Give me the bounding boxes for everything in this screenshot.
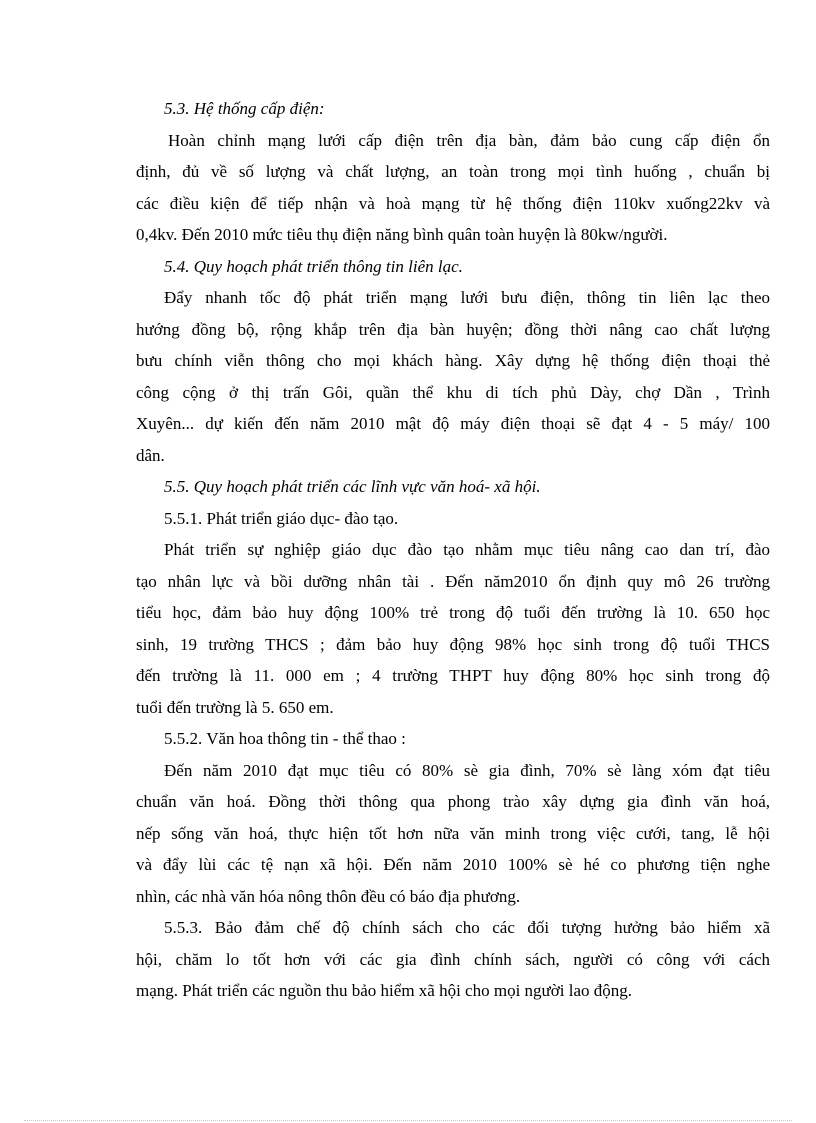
paragraph-line: 0,4kv. Đến 2010 mức tiêu thụ điện năng bình quân toàn huyện là 80kw/người. — [136, 225, 668, 244]
paragraph-line: đến trường là 11. 000 em ; 4 trường THPT huy động 80% học sinh trong độ — [136, 666, 770, 685]
paragraph-line: hội, chăm lo tốt hơn với các gia đình chính sách, người có công với cách — [136, 949, 770, 969]
section-heading-5-4: 5.4. Quy hoạch phát triển thông tin liên lạc. — [164, 256, 463, 276]
paragraph-line: nếp sống văn hoá, thực hiện tốt hơn nữa văn minh trong việc cưới, tang, lễ hội — [136, 823, 770, 843]
paragraph-line: Đẩy nhanh tốc độ phát triển mạng lưới bưu điện, thông tin liên lạc theo — [164, 288, 770, 307]
paragraph-line: tiểu học, đảm bảo huy động 100% trẻ trong độ tuổi đến trường là 10. 650 học — [136, 603, 770, 622]
paragraph-line: Hoàn chỉnh mạng lưới cấp điện trên địa bàn, đảm bảo cung cấp điện ổn — [168, 130, 770, 150]
paragraph-line: nhìn, các nhà văn hóa nông thôn đều có báo địa phương. — [136, 886, 521, 906]
paragraph-line: bưu chính viễn thông cho mọi khách hàng. Xây dựng hệ thống điện thoại thẻ — [136, 351, 770, 370]
paragraph-line: định, đủ về số lượng và chất lượng, an toàn trong mọi tình huống , chuẩn bị — [136, 162, 770, 181]
section-heading-5-5: 5.5. Quy hoạch phát triển các lĩnh vực văn hoá- xã hội. — [164, 477, 541, 496]
paragraph-line: dân. — [136, 445, 165, 465]
paragraph-line: hướng đồng bộ, rộng khắp trên địa bàn huyện; đồng thời nâng cao chất lượng — [136, 319, 770, 339]
paragraph-line: mạng. Phát triển các nguồn thu bảo hiểm xã hội cho mọi người lao động. — [136, 981, 632, 1000]
paragraph-line: sinh, 19 trường THCS ; đảm bảo huy động 98% học sinh trong độ tuổi THCS — [136, 634, 770, 654]
paragraph-line: các điều kiện để tiếp nhận và hoà mạng từ hệ thống điện 110kv xuống22kv và — [136, 193, 770, 213]
document-page — [136, 93, 770, 1007]
paragraph-line: công cộng ở thị trấn Gôi, quần thể khu di tích phủ Dày, chợ Dần , Trình — [136, 382, 770, 402]
paragraph-line: tuổi đến trường là 5. 650 em. — [136, 697, 334, 717]
section-heading-5-5-1: 5.5.1. Phát triển giáo dục- đào tạo. — [164, 508, 399, 528]
paragraph-line: Phát triển sự nghiệp giáo dục đào tạo nhằm mục tiêu nâng cao dan trí, đào — [164, 540, 770, 559]
page-bottom-rule — [24, 1120, 792, 1121]
paragraph-line: và đẩy lùi các tệ nạn xã hội. Đến năm 2010 100% sè hé co phương tiện nghe — [136, 855, 770, 874]
paragraph-line: chuẩn văn hoá. Đồng thời thông qua phong trào xây dựng gia đình văn hoá, — [136, 792, 770, 811]
paragraph-line: Xuyên... dự kiến đến năm 2010 mật độ máy điện thoại sẽ đạt 4 - 5 máy/ 100 — [136, 414, 770, 433]
section-heading-5-3: 5.3. Hệ thống cấp điện: — [164, 99, 325, 118]
paragraph-line-5-5-3: 5.5.3. Bảo đảm chế độ chính sách cho các đối tượng hưởng bảo hiểm xã — [164, 918, 770, 937]
paragraph-line: tạo nhân lực và bồi dưỡng nhân tài . Đến năm2010 ổn định quy mô 26 trường — [136, 571, 770, 591]
section-heading-5-5-2: 5.5.2. Văn hoa thông tin - thể thao : — [164, 729, 406, 748]
paragraph-line: Đến năm 2010 đạt mục tiêu có 80% sè gia đình, 70% sè làng xóm đạt tiêu — [164, 760, 770, 780]
